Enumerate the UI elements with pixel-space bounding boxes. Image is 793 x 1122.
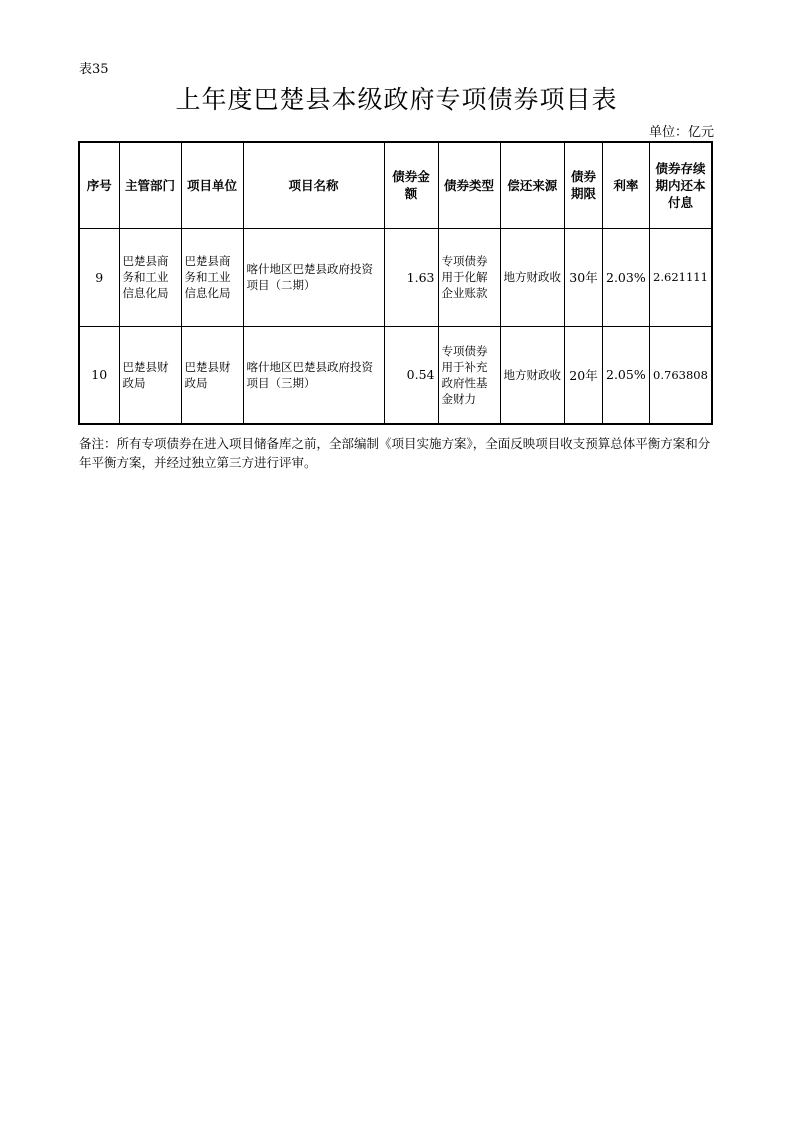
cell-unit: 巴楚县商务和工业信息化局 — [181, 228, 243, 326]
cell-source: 地方财政收 — [500, 326, 565, 424]
header-dept: 主管部门 — [119, 142, 181, 228]
cell-repay: 0.763808 — [649, 326, 712, 424]
cell-rate: 2.03% — [603, 228, 650, 326]
cell-dept: 巴楚县财政局 — [119, 326, 181, 424]
table-row — [79, 326, 712, 424]
header-row — [79, 142, 712, 228]
header-unit: 项目单位 — [181, 142, 243, 228]
unit-label: 单位：亿元 — [648, 125, 714, 140]
header-seq: 序号 — [79, 142, 119, 228]
header-repay: 债券存续期内还本付息 — [649, 142, 712, 228]
table-row — [79, 228, 712, 326]
cell-type: 专项债券用于化解企业账款 — [438, 228, 500, 326]
header-term: 债券期限 — [565, 142, 603, 228]
cell-dept: 巴楚县商务和工业信息化局 — [119, 228, 181, 326]
cell-term: 30年 — [565, 228, 603, 326]
header-rate: 利率 — [603, 142, 650, 228]
footnote: 备注：所有专项债券在进入项目储备库之前，全部编制《项目实施方案》，全面反映项目收支预算总体平衡方案和分年平衡方案，并经过独立第三方进行评审。 — [79, 436, 711, 470]
cell-name: 喀什地区巴楚县政府投资项目（二期） — [243, 228, 384, 326]
header-amount: 债券金额 — [384, 142, 438, 228]
cell-term: 20年 — [565, 326, 603, 424]
cell-rate: 2.05% — [603, 326, 650, 424]
cell-unit: 巴楚县财政局 — [181, 326, 243, 424]
header-source: 偿还来源 — [500, 142, 565, 228]
cell-repay: 2.621111 — [649, 228, 712, 326]
header-name: 项目名称 — [243, 142, 384, 228]
cell-seq: 9 — [79, 228, 119, 326]
cell-seq: 10 — [79, 326, 119, 424]
cell-amount: 0.54 — [384, 326, 438, 424]
table-id: 表35 — [79, 62, 109, 77]
header-type: 债券类型 — [438, 142, 500, 228]
bond-project-table — [78, 141, 713, 425]
page-title: 上年度巴楚县本级政府专项债券项目表 — [175, 85, 618, 114]
cell-source: 地方财政收 — [500, 228, 565, 326]
cell-amount: 1.63 — [384, 228, 438, 326]
cell-name: 喀什地区巴楚县政府投资项目（三期） — [243, 326, 384, 424]
cell-type: 专项债券用于补充政府性基金财力 — [438, 326, 500, 424]
